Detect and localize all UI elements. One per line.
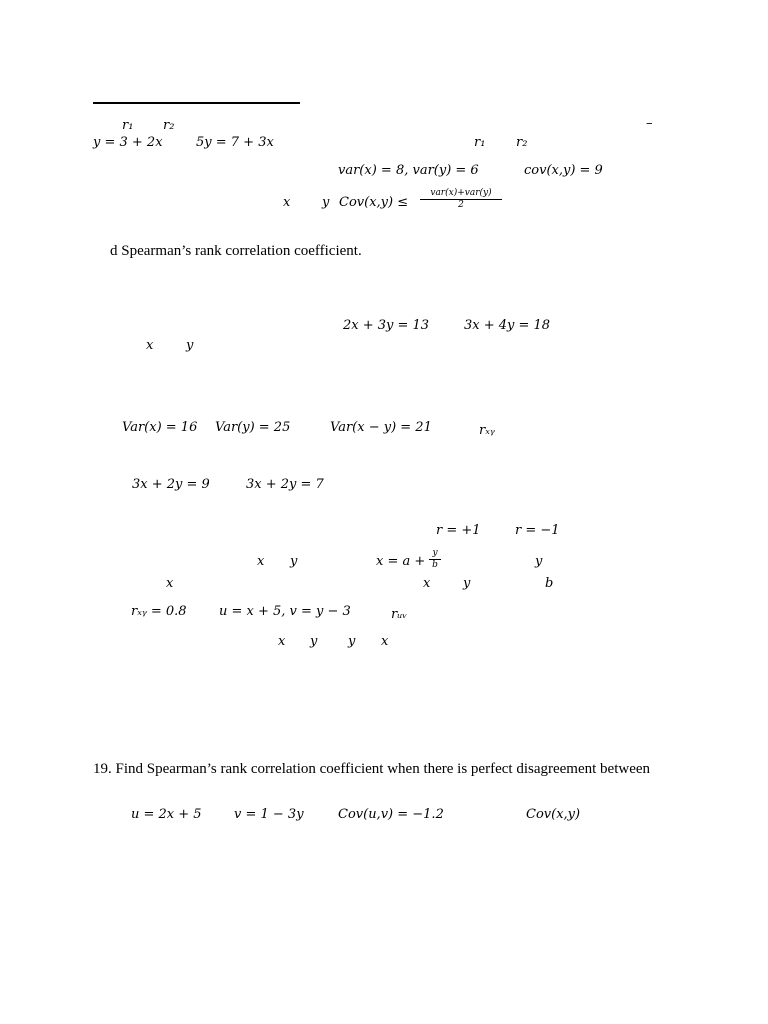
r-xy-value: rₓᵧ = 0.8 bbox=[131, 604, 187, 619]
var-b: b bbox=[545, 576, 554, 591]
var-y: y bbox=[348, 634, 356, 649]
v-definition: v = 1 − 3y bbox=[234, 807, 304, 822]
variance-x: Var(x) = 16 bbox=[122, 420, 198, 435]
fraction-numerator: y bbox=[432, 548, 438, 558]
uv-transformation: u = x + 5, v = y − 3 bbox=[219, 604, 351, 619]
r-xy: rₓᵧ bbox=[479, 423, 495, 438]
r-uv: rᵤᵥ bbox=[391, 607, 408, 622]
r1-label: r₁ bbox=[474, 135, 486, 150]
var-x: x bbox=[278, 634, 286, 649]
var-y: y bbox=[535, 554, 543, 569]
var-x: x bbox=[283, 195, 291, 210]
variance-values: var(x) = 8, var(y) = 6 bbox=[338, 163, 479, 178]
regression-eq-1: y = 3 + 2x bbox=[93, 135, 163, 150]
r-negative: r = −1 bbox=[515, 523, 560, 538]
variance-y: Var(y) = 25 bbox=[215, 420, 291, 435]
r-positive: r = +1 bbox=[436, 523, 481, 538]
equation-1: 2x + 3y = 13 bbox=[343, 318, 430, 333]
linear-relation: x = a + bbox=[376, 554, 426, 569]
var-x: x bbox=[381, 634, 389, 649]
var-x: x bbox=[166, 576, 174, 591]
var-y: y bbox=[463, 576, 471, 591]
var-y: y bbox=[322, 195, 330, 210]
regression-eq-2: 5y = 7 + 3x bbox=[196, 135, 274, 150]
fraction-numerator: var(x)+var(y) bbox=[430, 188, 492, 198]
top-rule bbox=[93, 102, 300, 104]
var-y: y bbox=[186, 338, 194, 353]
var-x: x bbox=[146, 338, 154, 353]
r2-label: r₂ bbox=[516, 135, 528, 150]
u-definition: u = 2x + 5 bbox=[131, 807, 202, 822]
var-x: x bbox=[423, 576, 431, 591]
fraction bbox=[420, 189, 502, 210]
equation-1: 3x + 2y = 9 bbox=[132, 477, 210, 492]
variance-x-minus-y: Var(x − y) = 21 bbox=[330, 420, 432, 435]
var-x: x bbox=[257, 554, 265, 569]
fraction-denominator: 2 bbox=[458, 200, 464, 210]
r2-label: r₂ bbox=[163, 118, 175, 133]
covariance-xy: Cov(x,y) bbox=[526, 807, 581, 822]
covariance-value: cov(x,y) = 9 bbox=[524, 163, 603, 178]
covariance-uv: Cov(u,v) = −1.2 bbox=[338, 807, 444, 822]
dash: – bbox=[646, 116, 653, 131]
fraction-denominator: b bbox=[432, 560, 438, 570]
equation-2: 3x + 4y = 18 bbox=[464, 318, 551, 333]
question-19: 19. Find Spearman’s rank correlation coefficient when there is perfect disagreement between bbox=[93, 761, 651, 777]
var-y: y bbox=[310, 634, 318, 649]
equation-2: 3x + 2y = 7 bbox=[246, 477, 324, 492]
r1-label: r₁ bbox=[122, 118, 134, 133]
covariance-inequality: Cov(x,y) ≤ bbox=[339, 195, 409, 210]
spearman-text: d Spearman’s rank correlation coefficient. bbox=[110, 243, 362, 259]
var-y: y bbox=[290, 554, 298, 569]
fraction bbox=[429, 549, 441, 570]
